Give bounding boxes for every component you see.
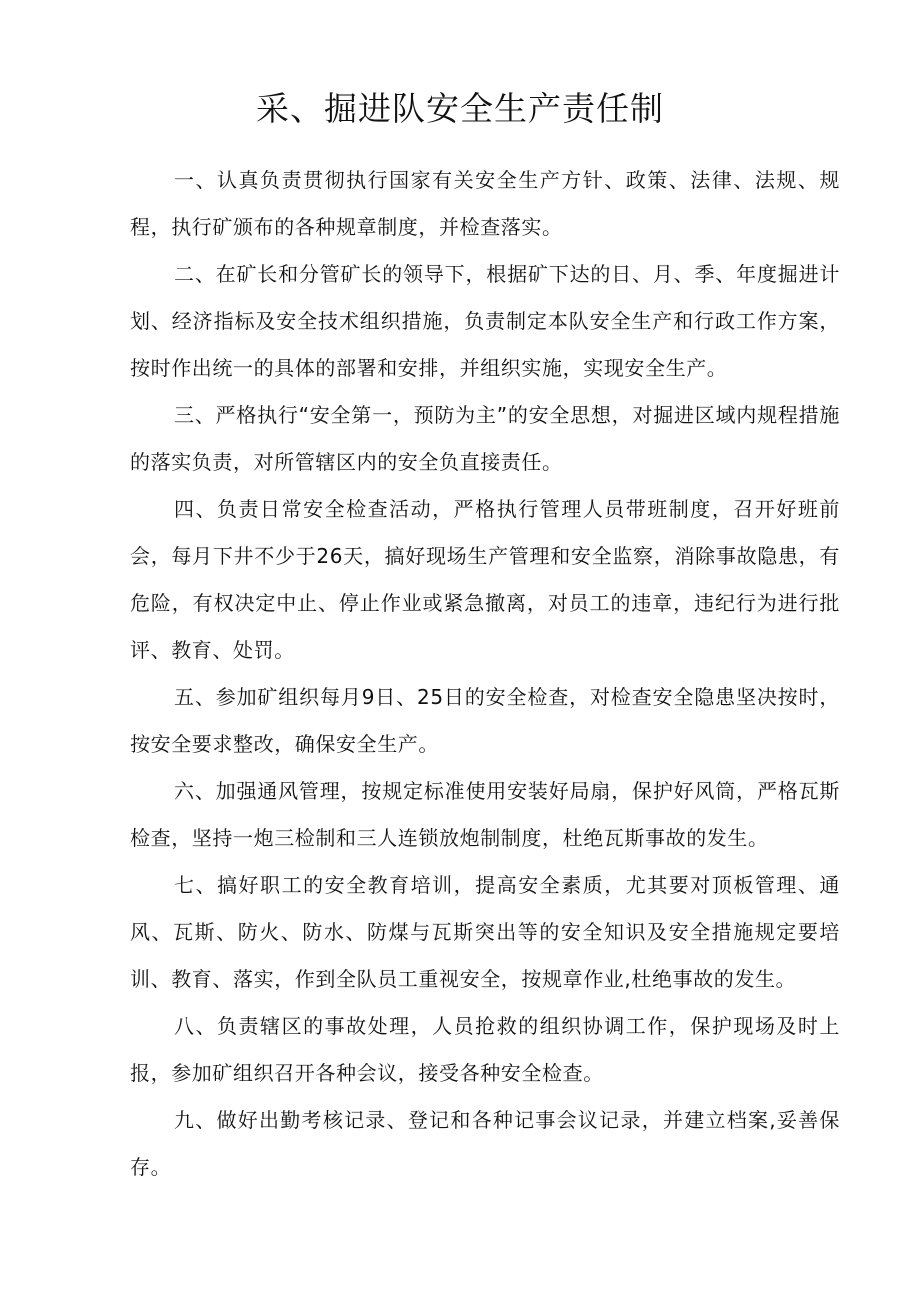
- document-title: 采、掘进队安全生产责任制: [256, 89, 664, 128]
- paragraph-5: 五、参加矿组织每月9日、25日的安全检查，对检查安全隐患坚决按时，按安全要求整改，确保安全生产。: [130, 685, 840, 756]
- paragraph-4: 四、负责日常安全检查活动，严格执行管理人员带班制度，召开好班前会，每月下井不少于26天，搞好现场生产管理和安全监察，消除事故隐患，有危险，有权决定中止、停止作业或紧急撤离，对员工的违章，违纪行为进行批评、教育、处罚。: [130, 497, 840, 662]
- paragraph-6: 六、加强通风管理，按规定标准使用安装好局扇，保护好风筒，严格瓦斯检查，坚持一炮三检制和三人连锁放炮制制度，杜绝瓦斯事故的发生。: [130, 779, 840, 850]
- document-body: [130, 157, 840, 1191]
- paragraph-3: 三、严格执行“安全第一，预防为主”的安全思想，对掘进区域内规程措施的落实负责，对所管辖区内的安全负直接责任。: [130, 403, 840, 474]
- paragraph-9: 九、做好出勤考核记录、登记和各种记事会议记录，并建立档案,妥善保存。: [130, 1108, 840, 1179]
- paragraph-7: 七、搞好职工的安全教育培训，提高安全素质，尤其要对顶板管理、通风、瓦斯、防火、防水、防煤与瓦斯突出等的安全知识及安全措施规定要培训、教育、落实，作到全队员工重视安全，按规章作业,杜绝事故的发生。: [130, 873, 840, 991]
- paragraph-8: 八、负责辖区的事故处理，人员抢救的组织协调工作，保护现场及时上报，参加矿组织召开各种会议，接受各种安全检查。: [130, 1014, 840, 1085]
- paragraph-2: 二、在矿长和分管矿长的领导下，根据矿下达的日、月、季、年度掘进计划、经济指标及安全技术组织措施，负责制定本队安全生产和行政工作方案，按时作出统一的具体的部署和安排，并组织实施，实现安全生产。: [130, 262, 840, 380]
- paragraph-1: 一、认真负责贯彻执行国家有关安全生产方针、政策、法律、法规、规程，执行矿颁布的各种规章制度，并检查落实。: [130, 168, 840, 239]
